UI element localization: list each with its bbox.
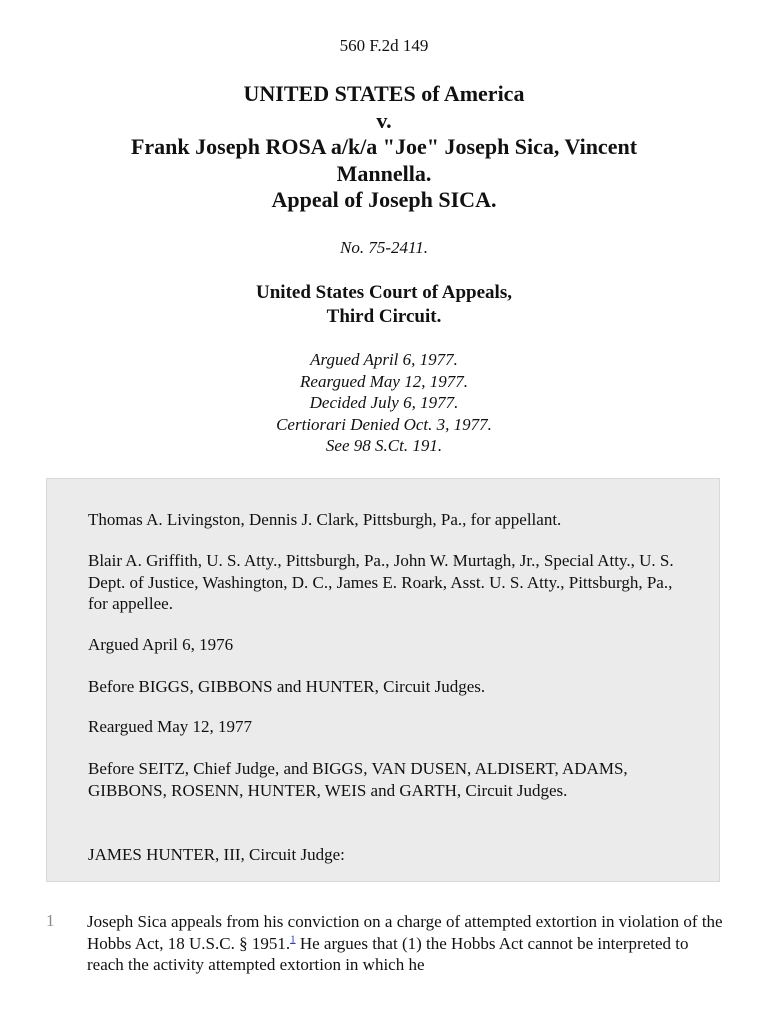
opinion-text-continued: He argues that (1) the Hobbs Act cannot be interpreted to reach the activity attempted extortion in which he — [87, 933, 689, 974]
court-name-line2: Third Circuit. — [326, 306, 442, 327]
reargued-date: Reargued May 12, 1977 — [88, 717, 252, 736]
title-appellant: Appeal of Joseph SICA. — [271, 187, 497, 212]
opinion-author: JAMES HUNTER, III, Circuit Judge: — [88, 845, 345, 864]
footnote-link[interactable]: 1 — [290, 932, 296, 945]
case-citation: 560 F.2d 149 — [339, 36, 429, 55]
date-certiorari: Certiorari Denied Oct. 3, 1977. — [276, 414, 492, 434]
title-defendants: Frank Joseph ROSA a/k/a "Joe" Joseph Sica, Vincent — [130, 134, 638, 159]
date-argued: Argued April 6, 1977. — [310, 350, 458, 369]
opinion-paragraph — [87, 911, 727, 976]
argued-date: Argued April 6, 1976 — [88, 635, 234, 654]
case-title — [40, 81, 728, 214]
appellee-counsel: Blair A. Griffith, U. S. Atty., Pittsburgh, Pa., John W. Murtagh, Jr., Special Atty., U. S. Dept. of Justice, Washington, D. C., James E. Roark, Asst. U. S. Atty., Pittsburgh, Pa., for appellee. — [88, 551, 674, 613]
date-decided: Decided July 6, 1977. — [309, 393, 459, 412]
title-defendants-continued: Mannella. — [336, 160, 432, 186]
case-dates — [0, 349, 768, 457]
title-plaintiff: UNITED STATES of America — [243, 81, 525, 106]
panel-judges: Before BIGGS, GIBBONS and HUNTER, Circuit Judges. — [88, 677, 486, 696]
date-reargued: Reargued May 12, 1977. — [300, 371, 468, 391]
en-banc-judges: Before SEITZ, Chief Judge, and BIGGS, VAN DUSEN, ALDISERT, ADAMS, GIBBONS, ROSENN, HUNTER, WEIS and GARTH, Circuit Judges. — [88, 759, 628, 800]
paragraph-number: 1 — [46, 911, 55, 930]
court-name-line1: United States Court of Appeals, — [256, 282, 512, 303]
docket-number: No. 75-2411. — [340, 238, 428, 257]
case-header-box — [46, 478, 720, 882]
title-versus: v. — [376, 107, 392, 133]
appellant-counsel: Thomas A. Livingston, Dennis J. Clark, Pittsburgh, Pa., for appellant. — [88, 510, 562, 529]
cert-citation: See 98 S.Ct. 191. — [325, 436, 443, 455]
opinion-text-start: Joseph Sica appeals from his conviction on a charge of attempted extortion in violation of the Hobbs Act, 18 U.S.C. § 1951. — [87, 912, 723, 953]
court-name — [0, 281, 768, 329]
